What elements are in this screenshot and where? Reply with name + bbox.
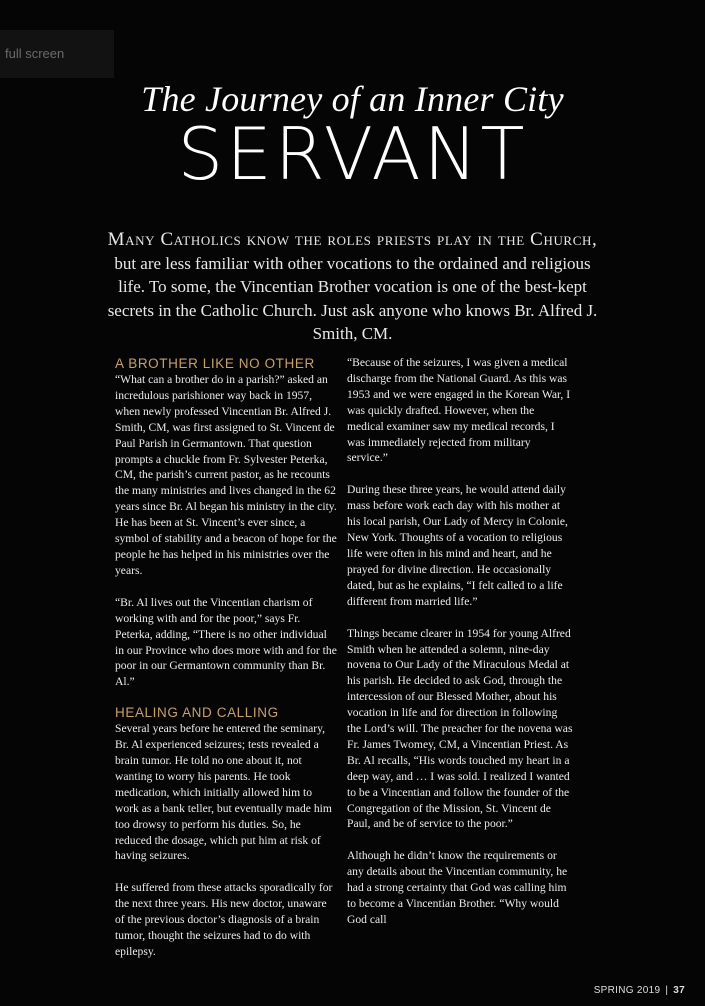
section-heading-healing: HEALING AND CALLING [115,705,279,721]
article-title-line2: SERVANT [177,112,528,196]
paragraph: He suffered from these attacks sporadically for the next three years. His new doctor, unaware of the previous doctor’s diagnosis of a brain tumor, thought the seizures had to do with epilepsy. [115,881,333,958]
fullscreen-button[interactable]: full screen [0,30,114,78]
section-heading-brother: A BROTHER LIKE NO OTHER [115,356,315,371]
left-column [115,355,337,976]
paragraph: “Br. Al lives out the Vincentian charism of working with and for the poor,” says Fr. Peterka, adding, “There is no other individual in our Province who does more with and for the poor in our Germantown community than Br. Al.” [115,595,337,689]
issue-label: SPRING 2019 [593,985,661,996]
paragraph: Things became clearer in 1954 for young Alfred Smith when he attended a solemn, nine-day novena to Our Lady of the Miraculous Medal at his parish. He decided to ask God, through the intercession of our Blessed Mother, about his vocation in life and for direction in following the Lord’s will. The preacher for the novena was Fr. James Twomey, CM, a Vincentian Priest. As Br. Al recalls, “His words touched my heart in a deep way, and … I was sold. I realized I wanted to be a Vincentian and follow the founder of the Congregation of the Mission, St. Vincent de Paul, and be of service to the poor.” [347,626,573,831]
paragraph: Although he didn’t know the requirements or any details about the Vincentian community, he had a strong certainty that God was calling him to become a Vincentian Brother. “Why would God call [347,849,568,926]
paragraph: During these three years, he would attend daily mass before work each day with his mother at his local parish, Our Lady of Mercy in Colonie, New York. Thoughts of a vocation to religious life were often in his mind and heart, and he prayed for divine direction. He occasionally dated, but as he explains, “I felt called to a life different from married life.” [347,483,568,608]
paragraph: Several years before he entered the seminary, Br. Al experienced seizures; tests revealed a brain tumor. He told no one about it, not wanting to worry his parents. He took medication, which initially allowed him to work as a bank teller, but eventually made him too drowsy to perform his duties. So, he reduced the dosage, which put him at risk of having seizures. [115,722,332,863]
paragraph: “Because of the seizures, I was given a medical discharge from the National Guard. As this was 1953 and we were engaged in the Korean War, I was quickly drafted. However, when the medical examiner saw my medical records, I was immediately rejected from military service.” [347,356,571,465]
page-footer [594,985,685,996]
page-number: 37 [673,985,685,996]
paragraph: “What can a brother do in a parish?” asked an incredulous parishioner way back in 1957, when newly professed Vincentian Br. Alfred J. Smith, CM, was first assigned to St. Vincent de Paul Parish in Germantown. That question prompts a chuckle from Fr. Sylvester Peterka, CM, the parish’s current pastor, as he recounts the many ministries and lives changed in the 62 years since Br. Al began his ministry in the city. He has been at St. Vincent’s ever since, a symbol of stability and a beacon of hope for the people he has helped in his ministries over the years. [115,373,337,577]
article-title-line1: The Journey of an Inner City [141,79,564,119]
intro-deck [100,228,605,346]
right-column [347,355,573,944]
footer-separator: | [665,985,669,996]
intro-lead: Many Catholics know the roles priests play in the Church, [107,229,598,250]
intro-rest: but are less familiar with other vocations to the ordained and religious life. To some, the Vincentian Brother vocation is one of the best-kept secrets in the Catholic Church. Just ask anyone who knows Br. Alfred J. Smith, CM. [107,253,598,343]
